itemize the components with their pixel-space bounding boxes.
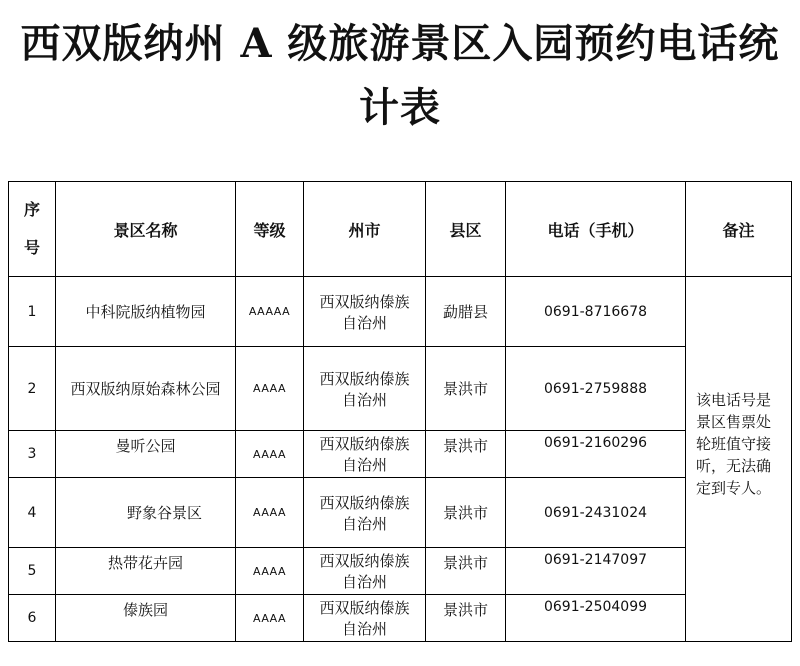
scenic-name-cell: 野象谷景区	[56, 478, 236, 548]
phone-cell: 0691-2759888	[506, 347, 686, 431]
prefecture-line1: 西双版纳傣族	[319, 493, 410, 512]
header-county: 县区	[426, 182, 506, 277]
prefecture-cell	[304, 548, 426, 595]
document-title-line-1: 西双版纳州 A 级旅游景区入园预约电话统	[20, 20, 780, 67]
scenic-name-cell: 傣族园	[56, 595, 236, 642]
header-row	[9, 182, 792, 277]
header-seq-line1: 序	[23, 200, 40, 219]
prefecture-line2: 自治州	[341, 456, 387, 474]
note-line: 轮班值守接	[696, 435, 772, 453]
grade-cell: AAAAA	[236, 277, 304, 347]
table-row	[9, 595, 792, 642]
prefecture-line1: 西双版纳傣族	[319, 599, 410, 617]
prefecture-cell	[304, 595, 426, 642]
scenic-name-cell: 热带花卉园	[56, 548, 236, 595]
table-row	[9, 431, 792, 478]
note-line: 听，无法确	[696, 457, 772, 475]
prefecture-line1: 西双版纳傣族	[319, 292, 410, 311]
prefecture-line1: 西双版纳傣族	[319, 552, 410, 570]
note-cell	[686, 277, 792, 642]
reservation-phone-table	[8, 181, 792, 642]
prefecture-line2: 自治州	[341, 573, 387, 591]
scenic-name-cell: 中科院版纳植物园	[56, 277, 236, 347]
prefecture-line1: 西双版纳傣族	[319, 369, 410, 388]
grade-cell: AAAA	[236, 431, 304, 478]
table-row	[9, 277, 792, 347]
table-row	[9, 478, 792, 548]
phone-cell: 0691-8716678	[506, 277, 686, 347]
prefecture-line2: 自治州	[341, 620, 387, 638]
scenic-name-cell: 西双版纳原始森林公园	[56, 347, 236, 431]
grade-cell: AAAA	[236, 478, 304, 548]
header-grade: 等级	[236, 182, 304, 277]
seq-cell: 6	[9, 595, 56, 642]
county-cell: 景洪市	[426, 548, 506, 595]
seq-cell: 4	[9, 478, 56, 548]
prefecture-line2: 自治州	[341, 313, 387, 332]
prefecture-cell	[304, 347, 426, 431]
seq-cell: 1	[9, 277, 56, 347]
table-row	[9, 347, 792, 431]
table-row	[9, 548, 792, 595]
header-note: 备注	[686, 182, 792, 277]
note-line: 景区售票处	[696, 413, 772, 431]
grade-cell: AAAA	[236, 548, 304, 595]
header-seq	[9, 182, 56, 277]
grade-cell: AAAA	[236, 347, 304, 431]
document-title-line-2: 计表	[359, 84, 441, 131]
header-name: 景区名称	[56, 182, 236, 277]
header-prefecture: 州市	[304, 182, 426, 277]
scenic-name-cell: 曼听公园	[56, 431, 236, 478]
prefecture-line2: 自治州	[341, 514, 387, 533]
county-cell: 勐腊县	[426, 277, 506, 347]
header-seq-line2: 号	[23, 238, 40, 257]
header-phone: 电话（手机）	[506, 182, 686, 277]
county-cell: 景洪市	[426, 478, 506, 548]
note-line: 定到专人。	[696, 479, 772, 497]
note-line: 该电话号是	[696, 391, 772, 409]
seq-cell: 3	[9, 431, 56, 478]
grade-cell: AAAA	[236, 595, 304, 642]
prefecture-cell	[304, 277, 426, 347]
prefecture-line1: 西双版纳傣族	[319, 435, 410, 453]
phone-cell: 0691-2504099	[506, 595, 686, 642]
county-cell: 景洪市	[426, 431, 506, 478]
seq-cell: 5	[9, 548, 56, 595]
phone-cell: 0691-2431024	[506, 478, 686, 548]
prefecture-line2: 自治州	[341, 390, 387, 409]
prefecture-cell	[304, 431, 426, 478]
seq-cell: 2	[9, 347, 56, 431]
phone-cell: 0691-2147097	[506, 548, 686, 595]
phone-cell: 0691-2160296	[506, 431, 686, 478]
prefecture-cell	[304, 478, 426, 548]
county-cell: 景洪市	[426, 595, 506, 642]
county-cell: 景洪市	[426, 347, 506, 431]
